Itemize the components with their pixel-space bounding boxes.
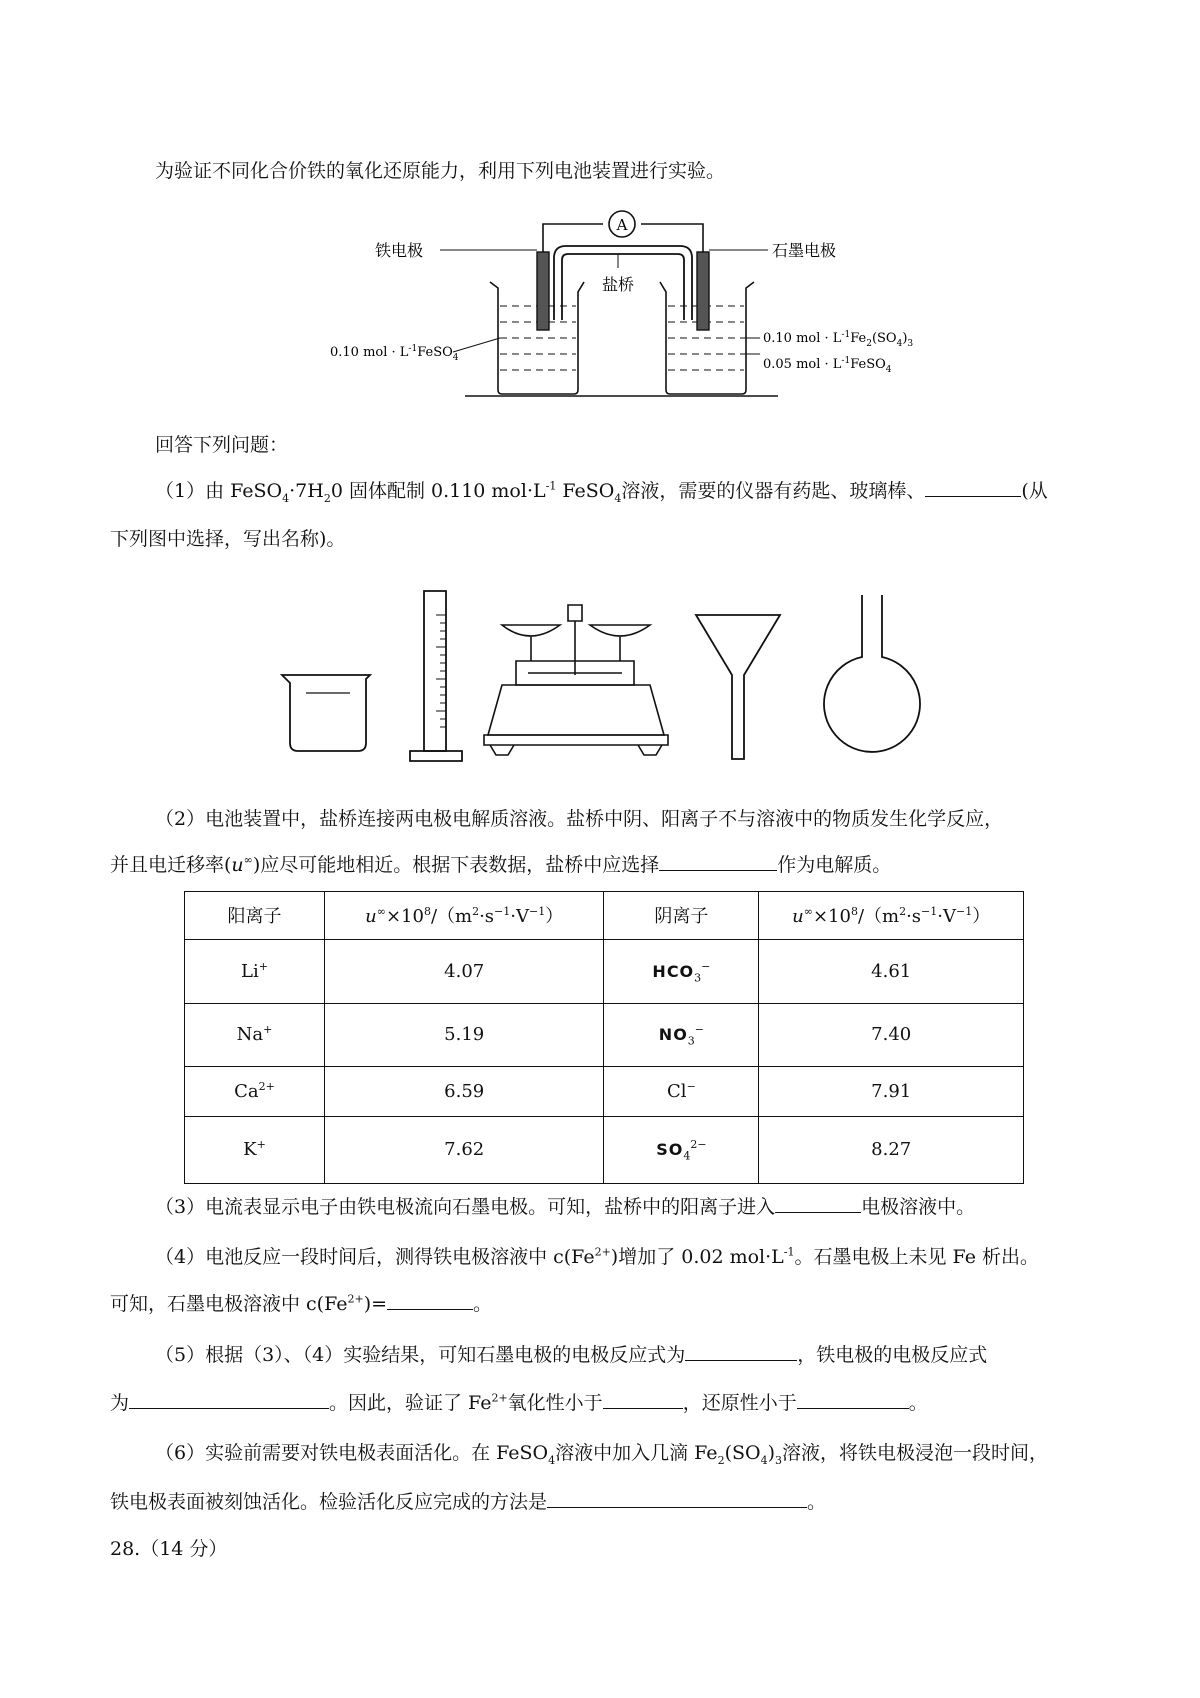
- anion-cell: $HCO_3^-$: [604, 939, 759, 1003]
- q5-iron-reaction-blank[interactable]: [129, 1390, 329, 1409]
- q4-answer-blank[interactable]: [387, 1291, 473, 1310]
- q6-answer-blank[interactable]: [547, 1489, 807, 1508]
- table-row: [185, 1003, 1024, 1066]
- answer-prompt: 回答下列问题：: [155, 434, 289, 456]
- table-row: [185, 939, 1024, 1003]
- iron-electrode-label: 铁电极: [375, 241, 424, 260]
- q4-line1: （4）电池反应一段时间后，测得铁电极溶液中 $c(Fe^{2+})$增加了 0.02 $mol\cdot L^{-1}$。石墨电极上未见 Fe 析出。: [155, 1245, 1039, 1268]
- header-cation: 阳离子: [185, 892, 325, 940]
- value-cell: 6.59: [324, 1066, 603, 1116]
- galvanic-cell-diagram: [320, 210, 920, 410]
- q2-line1: （2）电池装置中，盐桥连接两电极电解质溶液。盐桥中阴、阳离子不与溶液中的物质发生化学反应，: [155, 808, 1004, 830]
- q5-line2: 为 。因此，验证了 $Fe^{2+}$氧化性小于 ，还原性小于 。: [110, 1391, 928, 1414]
- right-solution-label-2: 0.05 mol · $L^{-1}FeSO_4$: [763, 356, 892, 375]
- left-solution-label: 0.10 mol · $L^{-1}FeSO_4$: [330, 344, 459, 363]
- value-cell: 5.19: [324, 1003, 603, 1066]
- header-cation-mobility: $u^\infty\times 10^8/(m^2\cdot s^{-1}\cdot V^{-1})$: [324, 892, 603, 940]
- iron-electrode: [537, 252, 549, 330]
- q5-graphite-reaction-blank[interactable]: [685, 1342, 797, 1361]
- q1-line1: （1）由 $FeSO_4\cdot 7H_20$ 固体配制 0.110 $mol\cdot L^{-1}$ FeSO$_4$溶液，需要的仪器有药匙、玻璃棒、 (从: [155, 479, 1048, 505]
- anion-cell: $SO_4^{2-}$: [604, 1116, 759, 1183]
- cation-cell: $Ca^{2+}$: [185, 1066, 325, 1116]
- q2-answer-blank[interactable]: [659, 852, 777, 871]
- flask-icon: [824, 595, 920, 752]
- value-cell: 8.27: [759, 1116, 1024, 1183]
- q3-answer-blank[interactable]: [775, 1194, 861, 1213]
- q5-line1: （5）根据（3）、（4）实验结果，可知石墨电极的电极反应式为 ，铁电极的电极反应式: [155, 1344, 988, 1366]
- q4-line2: 可知，石墨电极溶液中 $c(Fe^{2+})=$ 。: [110, 1292, 493, 1315]
- mobility-table: [184, 891, 1024, 1184]
- table-row: [185, 1066, 1024, 1116]
- cation-cell: K+: [185, 1116, 325, 1183]
- q5-oxidizing-blank[interactable]: [603, 1390, 683, 1409]
- next-question-heading: 28.（14 分）: [110, 1538, 228, 1560]
- graphite-electrode: [697, 252, 709, 330]
- anion-cell: $NO_3^-$: [604, 1003, 759, 1066]
- cation-cell: Li+: [185, 939, 325, 1003]
- funnel-icon: [696, 615, 780, 759]
- cation-cell: Na+: [185, 1003, 325, 1066]
- header-anion: 阴离子: [604, 892, 759, 940]
- graduated-cylinder-icon: [410, 591, 462, 761]
- q6-line2: 铁电极表面被刻蚀活化。检验活化反应完成的方法是 。: [110, 1491, 827, 1513]
- beaker-icon: [282, 675, 370, 751]
- q3-line: （3）电流表显示电子由铁电极流向石墨电极。可知，盐桥中的阳离子进入 电极溶液中。: [155, 1196, 976, 1218]
- value-cell: 7.62: [324, 1116, 603, 1183]
- value-cell: 7.40: [759, 1003, 1024, 1066]
- table-header-row: [185, 892, 1024, 940]
- q5-reducing-blank[interactable]: [797, 1390, 909, 1409]
- table-row: [185, 1116, 1024, 1183]
- header-anion-mobility: $u^\infty\times 10^8/(m^2\cdot s^{-1}\cdot V^{-1})$: [759, 892, 1024, 940]
- anion-cell: Cl−: [604, 1066, 759, 1116]
- q1-line2: 下列图中选择，写出名称)。: [110, 528, 346, 550]
- q6-line1: （6）实验前需要对铁电极表面活化。在 FeSO$_4$溶液中加入几滴 $Fe_2(SO_4)_3$溶液，将铁电极浸泡一段时间，: [155, 1442, 1049, 1467]
- value-cell: 7.91: [759, 1066, 1024, 1116]
- ammeter-label: A: [616, 216, 628, 234]
- salt-bridge-label: 盐桥: [601, 275, 635, 294]
- value-cell: 4.07: [324, 939, 603, 1003]
- right-solution-label-1: 0.10 mol · $L^{-1}Fe_2(SO_4)_3$: [763, 330, 914, 349]
- q2-line2: 并且电迁移率(u∞)应尽可能地相近。根据下表数据，盐桥中应选择 作为电解质。: [110, 853, 892, 876]
- graphite-electrode-label: 石墨电极: [772, 241, 837, 260]
- value-cell: 4.61: [759, 939, 1024, 1003]
- intro-text: 为验证不同化合价铁的氧化还原能力，利用下列电池装置进行实验。: [155, 160, 726, 182]
- apparatus-row: [270, 585, 970, 765]
- balance-icon: [484, 605, 668, 755]
- q1-answer-blank[interactable]: [925, 478, 1021, 497]
